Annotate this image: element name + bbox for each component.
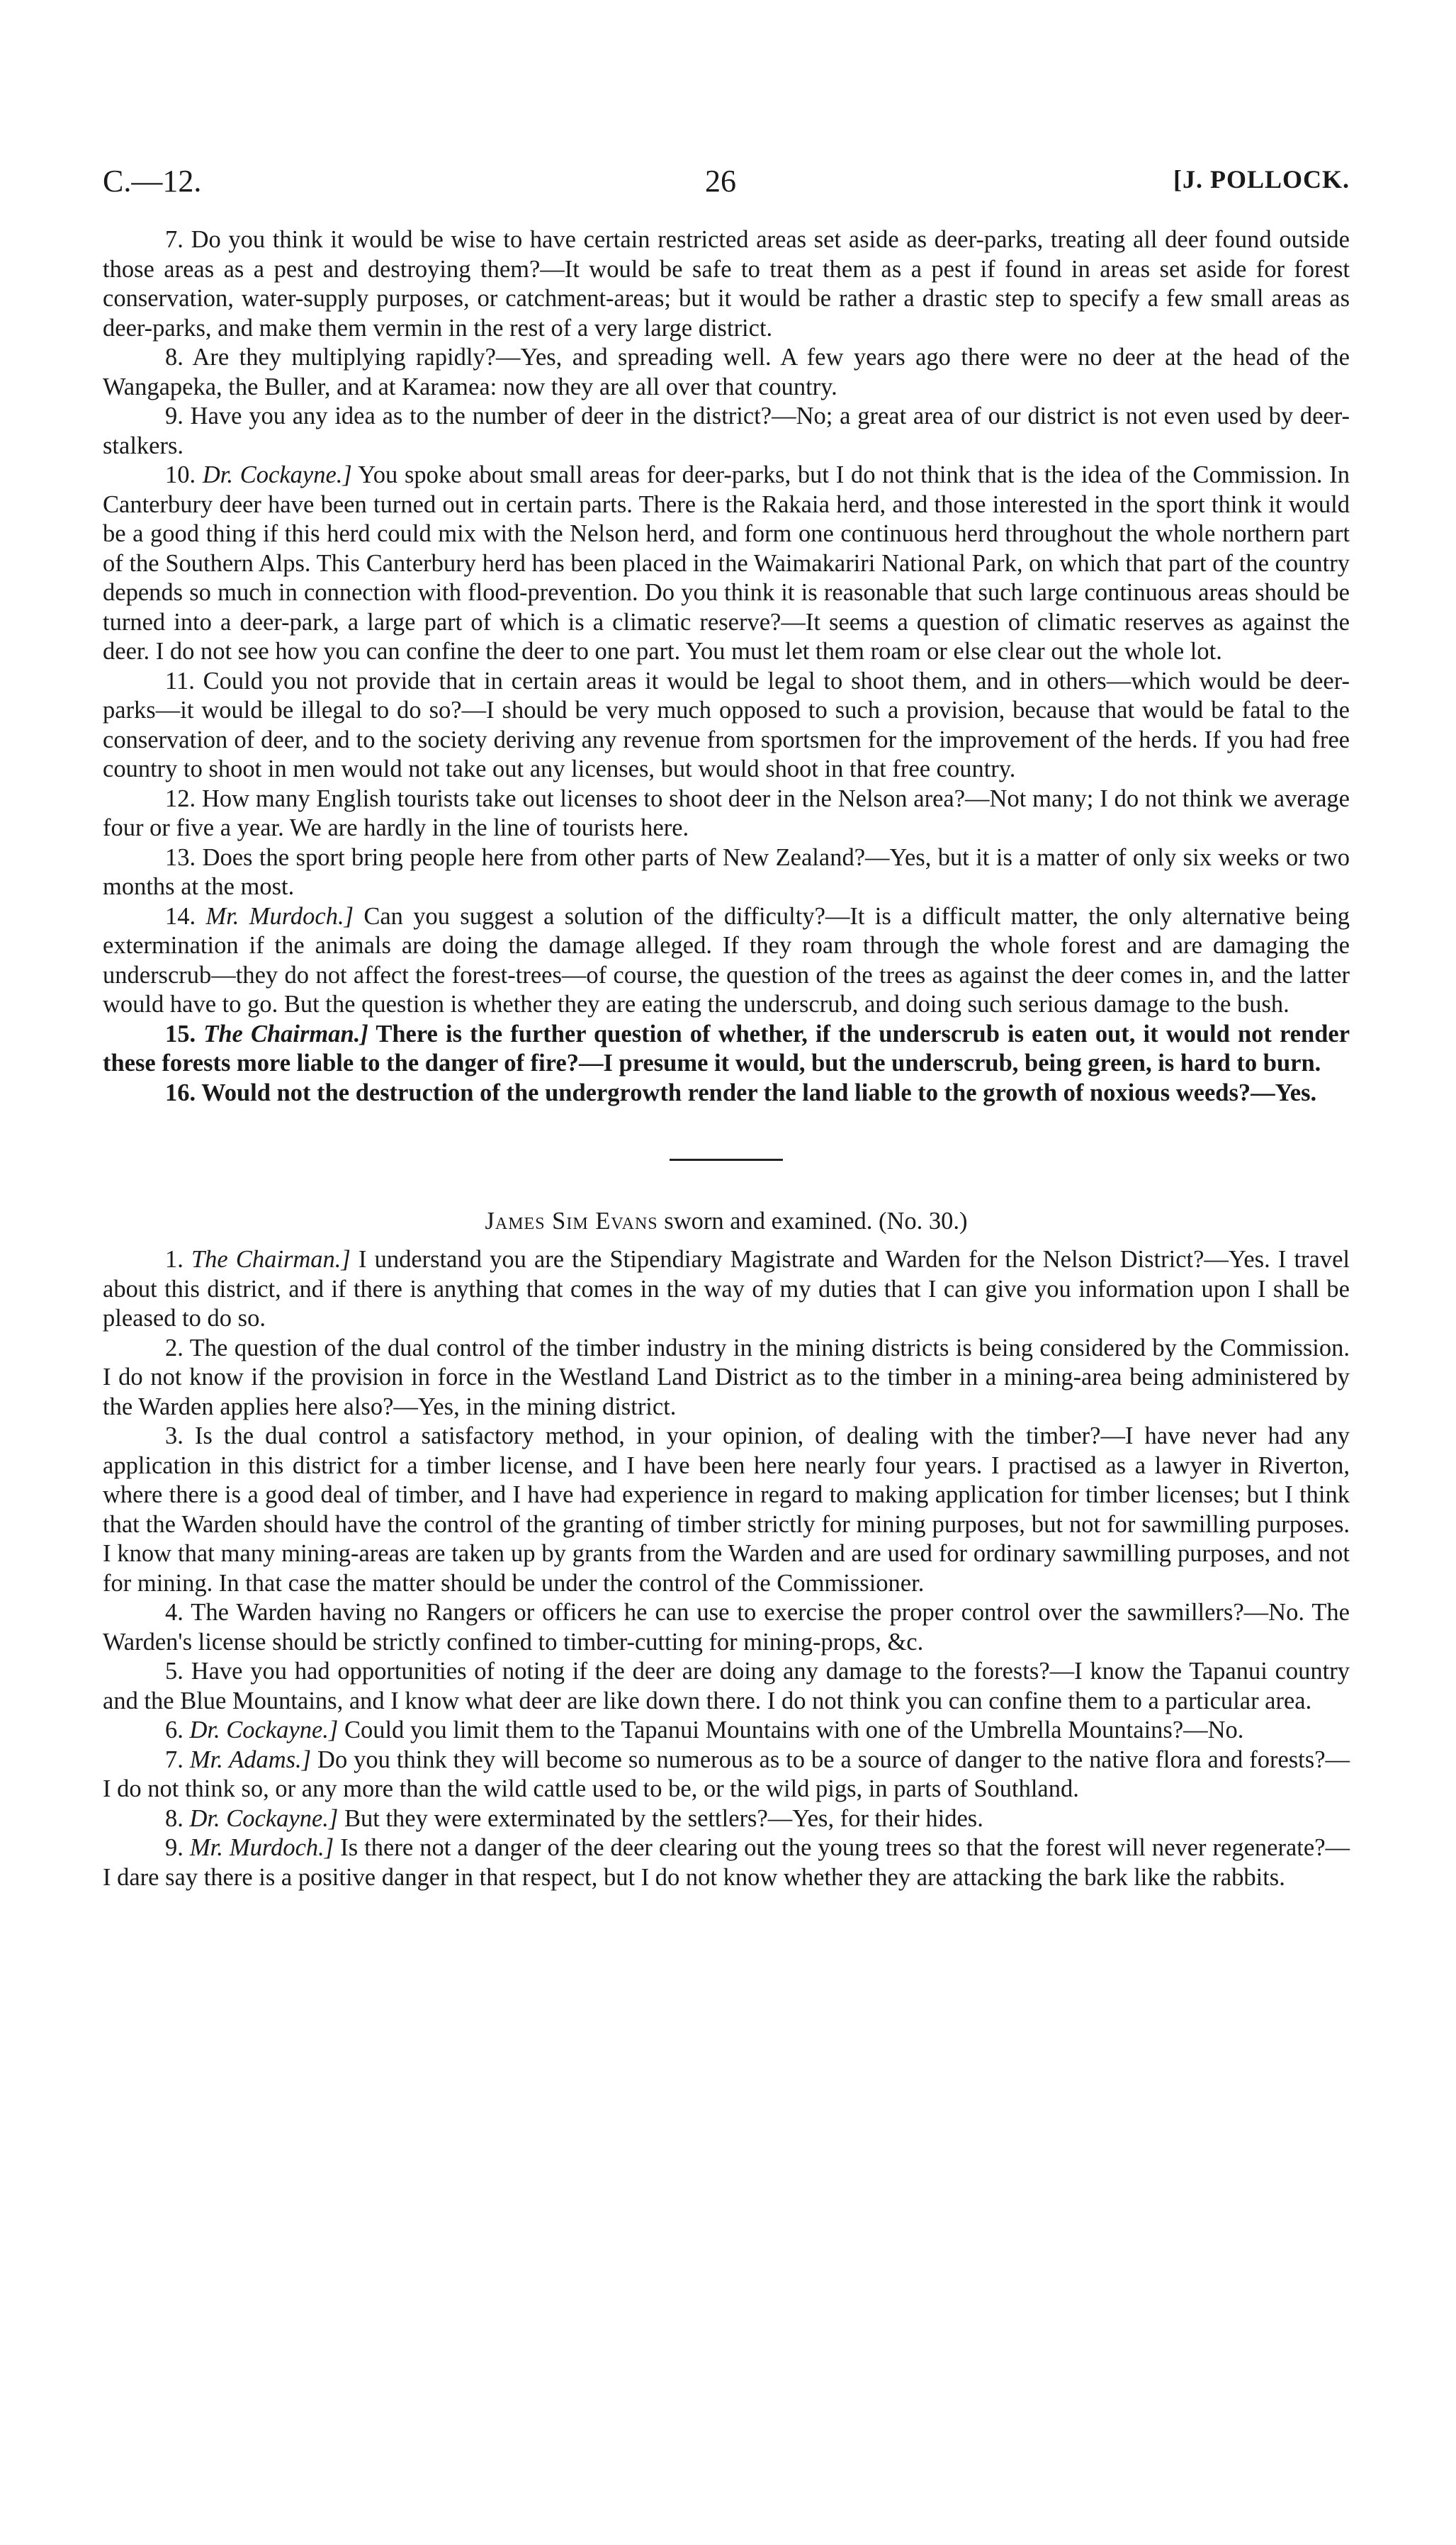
question-number: 10. bbox=[165, 461, 203, 488]
question-number: 5. bbox=[165, 1658, 191, 1685]
question-number: 9. bbox=[165, 1834, 190, 1861]
question-text: Would not the destruction of the undergrowth render the land liable to the growth of noxious weeds?—Yes. bbox=[201, 1079, 1317, 1106]
question-number: 16. bbox=[165, 1079, 202, 1106]
question-text: There is the further question of whether, if the underscrub is eaten out, it would not render these forests more liable to the danger of fire?—I presume it would, but the underscrub, being green, is hard to burn. bbox=[103, 1020, 1350, 1077]
question-text: Could you limit them to the Tapanui Mountains with one of the Umbrella Mountains?—No. bbox=[344, 1717, 1244, 1743]
speaker-name: Dr. Cockayne.] bbox=[202, 461, 352, 488]
question-paragraph bbox=[103, 1833, 1350, 1892]
speaker-name: Mr. Murdoch.] bbox=[189, 1834, 334, 1861]
speaker-name: The Chairman.] bbox=[191, 1246, 351, 1273]
question-number: 14. bbox=[165, 902, 206, 930]
question-number: 7. bbox=[165, 226, 191, 253]
question-paragraph bbox=[103, 1245, 1350, 1334]
question-paragraph bbox=[103, 1598, 1350, 1657]
question-text: Do you think it would be wise to have certain restricted areas set aside as deer-parks, treating all deer found outside those areas as a pest and destroying them?—It would be safe to treat them as a pest if found in areas set aside for forest conservation, water-supply purposes, or catchment-areas; but it would be rather a drastic step to specify a few small areas as deer-parks, and make them vermin in the rest of a very large district. bbox=[103, 226, 1350, 342]
speaker-name: The Chairman.] bbox=[203, 1020, 368, 1047]
question-paragraph bbox=[103, 1746, 1350, 1804]
question-number: 7. bbox=[165, 1746, 190, 1773]
speaker-name: Dr. Cockayne.] bbox=[189, 1717, 339, 1743]
question-paragraph bbox=[103, 1422, 1350, 1598]
witness-heading-rest: sworn and examined. (No. 30.) bbox=[664, 1208, 968, 1235]
question-text: But they were exterminated by the settlers?—Yes, for their hides. bbox=[344, 1804, 983, 1832]
section-divider bbox=[670, 1159, 783, 1161]
question-paragraph bbox=[103, 1804, 1350, 1834]
pollock-testimony bbox=[103, 225, 1350, 1108]
speaker-name: Mr. Murdoch.] bbox=[205, 902, 354, 930]
question-text: I understand you are the Stipendiary Magistrate and Warden for the Nelson District?—Yes. I travel about this district, and if there is anything that comes in the way of my duties that I can give you information upon I shall be pleased to do so. bbox=[103, 1246, 1350, 1332]
question-number: 8. bbox=[165, 1804, 190, 1832]
document-page bbox=[103, 163, 1350, 1892]
speaker-name: Dr. Cockayne.] bbox=[189, 1804, 339, 1832]
document-code: C.—12. bbox=[103, 164, 202, 198]
speaker-name: Mr. Adams.] bbox=[189, 1746, 312, 1773]
question-text: Do you think they will become so numerous as to be a source of danger to the native flora and forests?—I do not think so, or any more than the wild cattle used to be, or the wild pigs, in parts of Southland. bbox=[103, 1746, 1350, 1802]
page-header bbox=[103, 163, 1350, 213]
question-number: 3. bbox=[165, 1422, 195, 1449]
question-paragraph bbox=[103, 1657, 1350, 1716]
question-text: How many English tourists take out licenses to shoot deer in the Nelson area?—Not many; I do not think we average four or five a year. We are hardly in the line of tourists here. bbox=[103, 785, 1350, 841]
question-text: Is the dual control a satisfactory method, in your opinion, of dealing with the timber?—I have never had any application in this district for a timber license, and I have been here nearly four years. I practised as a lawyer in Riverton, where there is a good deal of timber, and I have had experience in regard to making application for timber licenses; but I think that the Warden should have the control of the granting of timber strictly for mining purposes, but not for sawmilling purposes. I know that many mining-areas are taken up by grants from the Warden and are used for ordinary sawmilling purposes, and not for mining. In that case the matter should be under the control of the Commissioner. bbox=[103, 1422, 1350, 1597]
question-number: 9. bbox=[165, 403, 191, 429]
question-paragraph bbox=[103, 843, 1350, 902]
question-text: Have you any idea as to the number of deer in the district?—No; a great area of our district is not even used by deer-stalkers. bbox=[103, 403, 1350, 459]
question-paragraph bbox=[103, 402, 1350, 461]
question-text: Is there not a danger of the deer clearing out the young trees so that the forest will never regenerate?—I dare say there is a positive danger in that respect, but I do not know whether they are attacking the bark like the rabbits. bbox=[103, 1834, 1350, 1891]
page-number: 26 bbox=[705, 164, 736, 198]
question-number: 12. bbox=[165, 785, 202, 812]
question-text: Are they multiplying rapidly?—Yes, and spreading well. A few years ago there were no deer at the head of the Wangapeka, the Buller, and at Karamea: now they are all over that country. bbox=[103, 344, 1350, 400]
question-number: 1. bbox=[165, 1246, 191, 1273]
evans-testimony bbox=[103, 1245, 1350, 1892]
running-head: [J. POLLOCK. bbox=[1173, 165, 1350, 193]
witness-name: James Sim Evans bbox=[485, 1208, 658, 1235]
question-paragraph bbox=[103, 1079, 1350, 1108]
question-paragraph bbox=[103, 461, 1350, 667]
question-paragraph bbox=[103, 343, 1350, 402]
question-paragraph bbox=[103, 1020, 1350, 1079]
question-paragraph bbox=[103, 667, 1350, 785]
question-number: 4. bbox=[165, 1599, 191, 1626]
question-text: Could you not provide that in certain areas it would be legal to shoot them, and in others—which would be deer-parks—it would be illegal to do so?—I should be very much opposed to such a provision, because that would be fatal to the conservation of deer, and to the society deriving any revenue from sportsmen for the improvement of the herds. If you had free country to shoot in men would not take out any licenses, but would shoot in that free country. bbox=[103, 667, 1350, 782]
question-number: 2. bbox=[165, 1334, 190, 1361]
question-number: 13. bbox=[165, 843, 203, 871]
question-text: Can you suggest a solution of the difficulty?—It is a difficult matter, the only alternative being extermination if the animals are doing the damage alleged. If they roam through the whole forest and are damaging the underscrub—they do not affect the forest-trees—of course, the question of the trees as against the deer comes in, and the latter would have to go. But the question is whether they are eating the underscrub, and doing such serious damage to the bush. bbox=[103, 902, 1350, 1018]
question-text: Have you had opportunities of noting if the deer are doing any damage to the forests?—I know the Tapanui country and the Blue Mountains, and I know what deer are like down there. I do not think you can confine them to a particular area. bbox=[103, 1658, 1350, 1714]
question-number: 6. bbox=[165, 1717, 190, 1743]
question-text: You spoke about small areas for deer-parks, but I do not think that is the idea of the Commission. In Canterbury deer have been turned out in certain parts. There is the Rakaia herd, and those interested in the sport think it would be a good thing if this herd could mix with the Nelson herd, and form one continuous herd throughout the whole northern part of the Southern Alps. This Canterbury herd has been placed in the Waimakariri National Park, on which that part of the country depends so much in connection with flood-prevention. Do you think it is reasonable that such large continuous areas should be turned into a deer-park, a large part of which is a climatic reserve?—It seems a question of climatic reserves as against the deer. I do not see how you can confine the deer to one part. You must let them roam or else clear out the whole lot. bbox=[103, 461, 1350, 665]
question-paragraph bbox=[103, 902, 1350, 1020]
question-text: Does the sport bring people here from other parts of New Zealand?—Yes, but it is a matter of only six weeks or two months at the most. bbox=[103, 843, 1350, 900]
question-number: 8. bbox=[165, 344, 193, 371]
question-number: 15. bbox=[165, 1020, 204, 1047]
question-paragraph bbox=[103, 785, 1350, 843]
question-text: The question of the dual control of the timber industry in the mining districts is being considered by the Commission. I do not know if the provision in force in the Westland Land District as to the timber in a mining-area being administered by the Warden applies here also?—Yes, in the mining district. bbox=[103, 1334, 1350, 1420]
question-paragraph bbox=[103, 225, 1350, 343]
question-paragraph bbox=[103, 1334, 1350, 1422]
question-paragraph bbox=[103, 1716, 1350, 1746]
question-text: The Warden having no Rangers or officers he can use to exercise the proper control over the sawmillers?—No. The Warden's license should be strictly confined to timber-cutting for mining-props, &c. bbox=[103, 1599, 1350, 1656]
witness-heading bbox=[103, 1208, 1350, 1235]
question-number: 11. bbox=[165, 667, 203, 695]
